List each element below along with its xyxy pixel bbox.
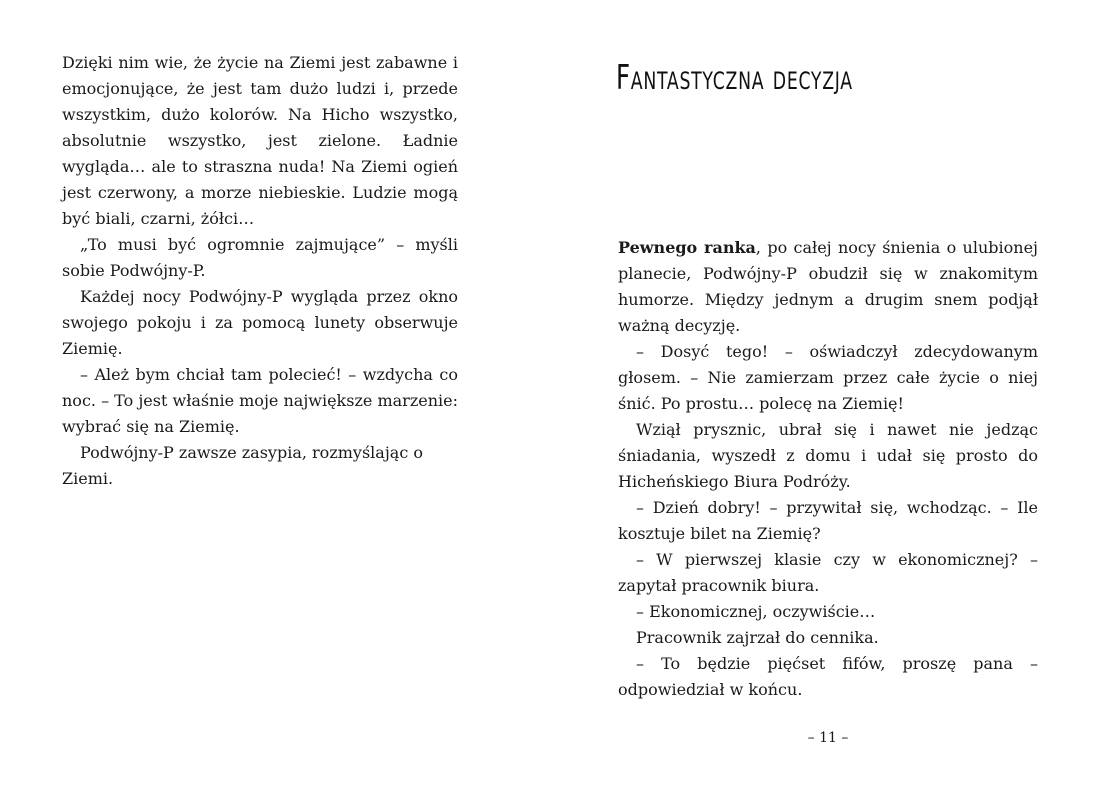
paragraph: – Ależ bym chciał tam polecieć! – wzdycha co noc. – To jest właśnie moje największe marzenie: wybrać się na Ziemię. <box>62 365 458 436</box>
right-page-text <box>618 235 1038 703</box>
opening-paragraph <box>618 235 1038 339</box>
paragraph: – Dosyć tego! – oświadczył zdecydowanym głosem. – Nie zamierzam przez całe życie o niej śnić. Po prostu… polecę na Ziemię! <box>618 342 1038 413</box>
page-number: – 11 – <box>807 730 849 746</box>
paragraph: Każdej nocy Podwójny-P wygląda przez okno swojego pokoju i za pomocą lunety obserwuje Ziemię. <box>62 287 458 358</box>
paragraph: – W pierwszej klasie czy w ekonomicznej? – zapytał pracownik biura. <box>618 550 1038 595</box>
paragraph: Pracownik zajrzał do cennika. <box>636 628 879 647</box>
paragraph: – Dzień dobry! – przywitał się, wchodząc. – Ile kosztuje bilet na Ziemię? <box>618 498 1038 543</box>
paragraph: – To będzie pięćset fifów, proszę pana – odpowiedział w końcu. <box>618 654 1038 699</box>
paragraph: – Ekonomicznej, oczywiście… <box>636 602 876 621</box>
lead-text: , po całej nocy śnienia o ulubionej planecie, Podwójny-P obudził się w znakomitym humorze. Między jednym a drugim snem podjął ważną decyzję. <box>618 238 1038 335</box>
left-page-text <box>62 50 458 492</box>
paragraph: Podwójny-P zawsze zasypia, rozmyślając o Ziemi. <box>62 443 423 488</box>
right-page <box>550 0 1100 788</box>
paragraph: Dzięki nim wie, że życie na Ziemi jest zabawne i emocjonujące, że jest tam dużo ludzi i, przede wszystkim, dużo kolorów. Na Hicho wszystko, absolutnie wszystko, jest zielone. Ładnie wygląda… ale to straszna nuda! Na Ziemi ogień jest czerwony, a morze niebieskie. Ludzie mogą być biali, czarni, żółci… <box>62 53 458 228</box>
paragraph: „To musi być ogromnie zajmujące” – myśli sobie Podwójny-P. <box>62 235 458 280</box>
paragraph: Wziął prysznic, ubrał się i nawet nie jedząc śniadania, wyszedł z domu i udał się prosto do Hicheńskiego Biura Podróży. <box>618 420 1038 491</box>
chapter-title: Fantastyczna decyzja <box>616 58 853 98</box>
lead-bold-text: Pewnego ranka <box>618 238 756 257</box>
